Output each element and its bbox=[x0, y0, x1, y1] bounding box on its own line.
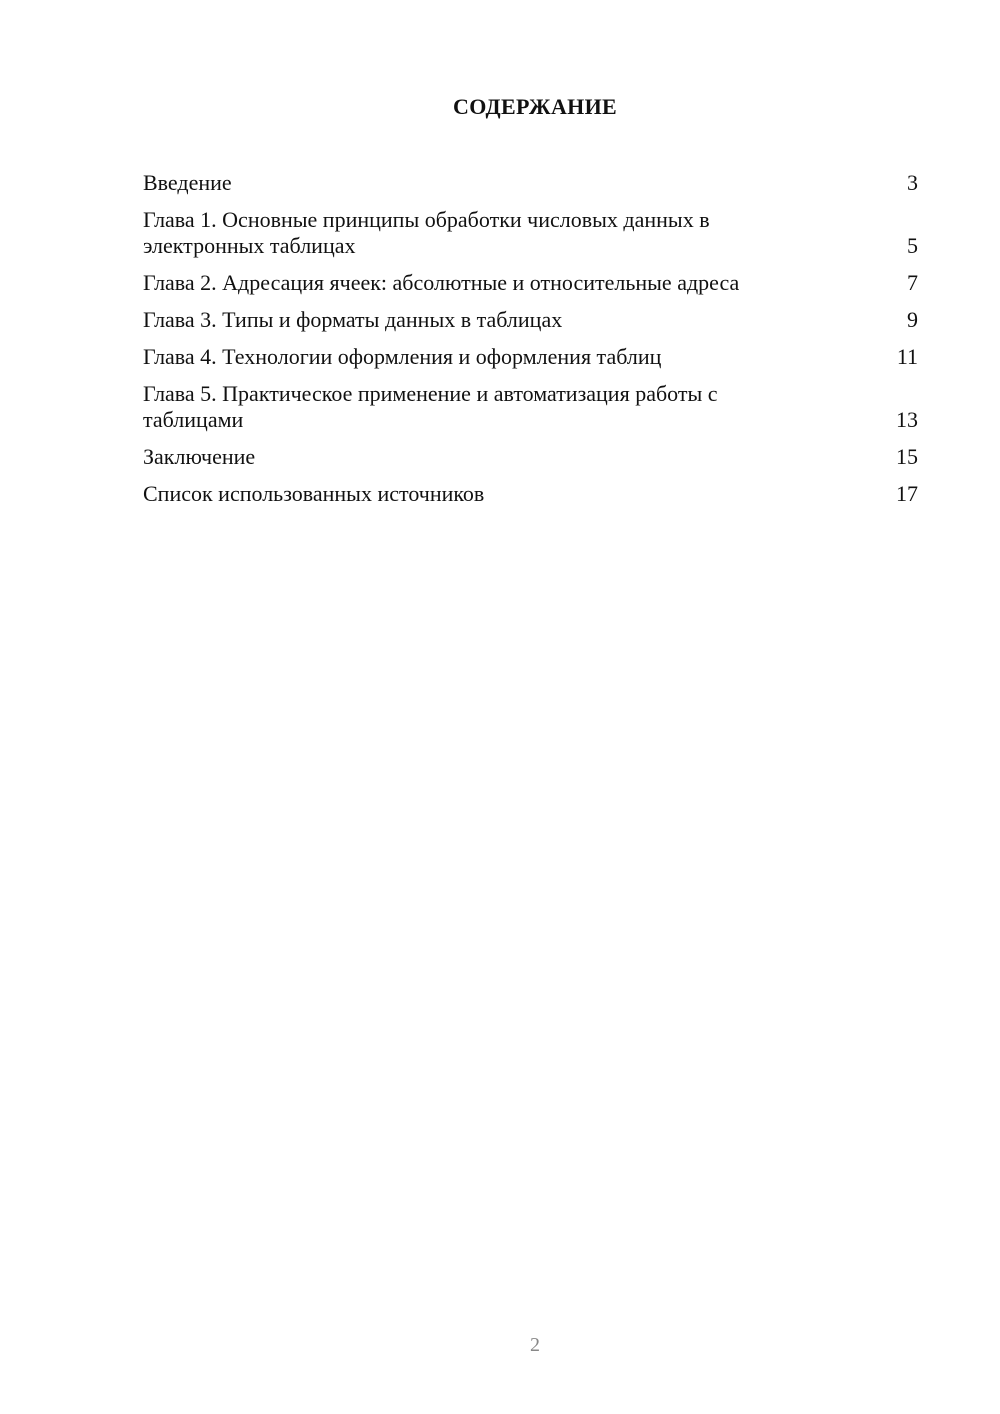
page-number: 2 bbox=[530, 1334, 540, 1356]
toc-entry-chapter-2 bbox=[143, 270, 918, 296]
toc-entry-chapter-3 bbox=[143, 307, 918, 333]
toc-entry-page: 13 bbox=[896, 407, 918, 432]
table-of-contents bbox=[143, 170, 918, 518]
toc-entry-references bbox=[143, 481, 918, 507]
toc-entry-label: Глава 4. Технологии оформления и оформления таблиц bbox=[143, 344, 662, 369]
toc-entry-page: 5 bbox=[907, 233, 918, 258]
toc-entry-page: 3 bbox=[907, 170, 918, 195]
toc-entry-label: Заключение bbox=[143, 444, 256, 469]
toc-entry-label: Глава 5. Практическое применение и автоматизация работы с таблицами bbox=[143, 381, 718, 432]
toc-entry-conclusion bbox=[143, 444, 918, 470]
toc-entry-chapter-5 bbox=[143, 381, 918, 433]
page-title: СОДЕРЖАНИЕ bbox=[453, 94, 617, 119]
toc-entry-label: Введение bbox=[143, 170, 232, 195]
toc-entry-page: 15 bbox=[896, 444, 918, 469]
toc-entry-label: Глава 1. Основные принципы обработки числовых данных в электронных таблицах bbox=[143, 207, 710, 258]
toc-entry-chapter-1 bbox=[143, 207, 918, 259]
toc-entry-label: Глава 2. Адресация ячеек: абсолютные и относительные адреса bbox=[143, 270, 740, 295]
toc-entry-label: Список использованных источников bbox=[143, 481, 485, 506]
toc-entry-page: 17 bbox=[896, 481, 918, 506]
toc-entry-page: 7 bbox=[907, 270, 918, 295]
toc-entry-label: Глава 3. Типы и форматы данных в таблицах bbox=[143, 307, 563, 332]
toc-entry-introduction bbox=[143, 170, 918, 196]
toc-entry-page: 11 bbox=[896, 344, 918, 369]
toc-entry-chapter-4 bbox=[143, 344, 918, 370]
toc-entry-page: 9 bbox=[907, 307, 918, 332]
